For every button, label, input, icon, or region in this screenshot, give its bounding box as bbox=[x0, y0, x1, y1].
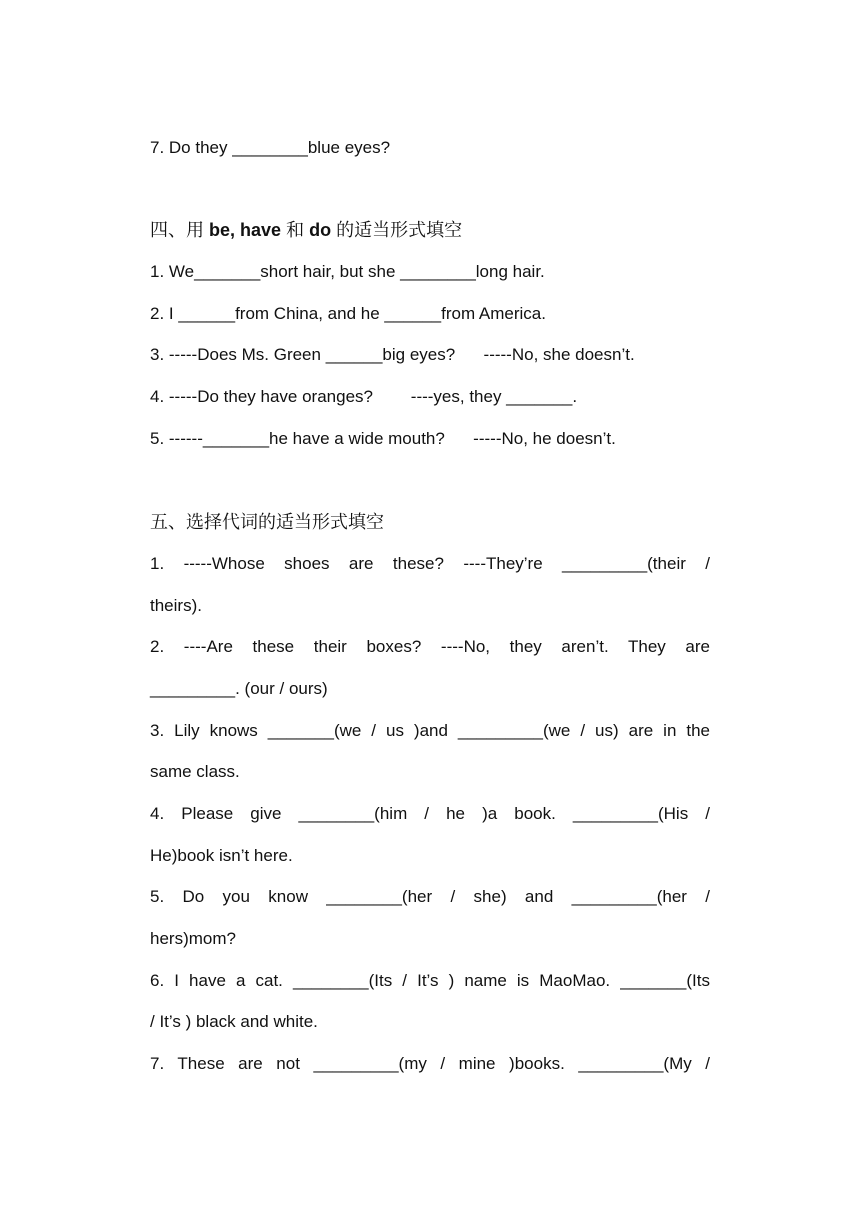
section-5-line-10: hers)mom? bbox=[150, 929, 236, 948]
section-4-item-3: 3. -----Does Ms. Green ______big eyes? -----No, she doesn’t. bbox=[150, 345, 635, 364]
heading-part: 四、用 bbox=[150, 220, 210, 240]
section-4-item-1: 1. We_______short hair, but she ________long hair. bbox=[150, 262, 545, 281]
section-5-line-11: 6. I have a cat. ________(Its / It’s ) name is MaoMao. _______(Its bbox=[150, 971, 710, 990]
section-4-item-4: 4. -----Do they have oranges? ----yes, they _______. bbox=[150, 387, 578, 406]
section-5-line-2: theirs). bbox=[150, 596, 202, 615]
heading-bold-be-have: be, have bbox=[209, 220, 282, 240]
section-4-item-2: 2. I ______from China, and he ______from America. bbox=[150, 304, 546, 323]
section-5-line-9: 5. Do you know ________(her / she) and _________(her / bbox=[150, 887, 710, 906]
section-5-line-7: 4. Please give ________(him / he )a book. _________(His / bbox=[150, 804, 710, 823]
section-5-line-12: / It’s ) black and white. bbox=[150, 1012, 318, 1031]
section-5-line-1: 1. -----Whose shoes are these? ----They’re _________(their / bbox=[150, 554, 710, 573]
section-5-line-4: _________. (our / ours) bbox=[150, 679, 328, 698]
section-4-heading bbox=[150, 219, 710, 241]
section-5-line-3: 2. ----Are these their boxes? ----No, they aren’t. They are bbox=[150, 637, 710, 656]
section-5-line-8: He)book isn’t here. bbox=[150, 846, 293, 865]
question-7-previous: 7. Do they ________blue eyes? bbox=[150, 138, 391, 157]
section-4-item-5: 5. ------_______he have a wide mouth? -----No, he doesn’t. bbox=[150, 429, 616, 448]
heading-part: 和 bbox=[281, 220, 310, 240]
section-5-line-6: same class. bbox=[150, 762, 240, 781]
heading-part: 的适当形式填空 bbox=[331, 220, 463, 240]
section-5-heading: 五、选择代词的适当形式填空 bbox=[150, 512, 384, 532]
section-5-line-13: 7. These are not _________(my / mine )books. _________(My / bbox=[150, 1054, 710, 1073]
section-5-line-5: 3. Lily knows _______(we / us )and _________(we / us) are in the bbox=[150, 721, 710, 740]
heading-bold-do: do bbox=[309, 220, 332, 240]
